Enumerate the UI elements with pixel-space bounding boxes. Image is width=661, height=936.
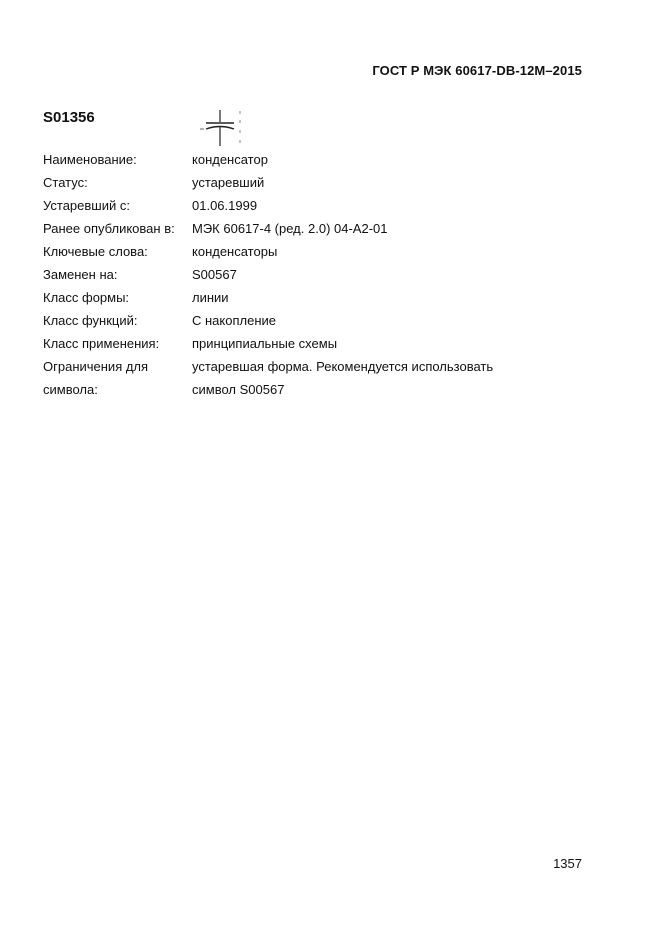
field-function-class (43, 309, 583, 332)
field-replaced-by (43, 263, 583, 286)
field-label: Класс применения: (43, 336, 160, 351)
field-value: символ S00567 (192, 382, 285, 397)
field-label: символа: (43, 382, 98, 397)
field-value: 01.06.1999 (192, 198, 258, 213)
field-restrictions-continued (43, 378, 583, 401)
field-application-class (43, 332, 583, 355)
field-label: Наименование: (43, 152, 137, 167)
field-restrictions (43, 355, 583, 378)
field-value: конденсаторы (192, 244, 278, 259)
field-label: Ключевые слова: (43, 244, 148, 259)
field-value: МЭК 60617-4 (ред. 2.0) 04-A2-01 (192, 221, 388, 236)
field-obsolete-since (43, 194, 583, 217)
field-previously-published (43, 217, 583, 240)
field-keywords (43, 240, 583, 263)
symbol-properties (43, 148, 583, 401)
field-label: Ограничения для (43, 359, 149, 374)
field-label: Ранее опубликован в: (43, 221, 175, 236)
page-number: 1357 (553, 856, 582, 871)
field-value: линии (192, 290, 229, 305)
field-value: S00567 (192, 267, 237, 282)
field-value: С накопление (192, 313, 276, 328)
symbol-code: S01356 (43, 109, 95, 126)
field-status (43, 171, 583, 194)
field-label: Класс функций: (43, 313, 138, 328)
field-value: устаревший (192, 175, 265, 190)
field-label: Устаревший с: (43, 198, 130, 213)
field-value: устаревшая форма. Рекомендуется использовать (192, 359, 494, 374)
field-label: Класс формы: (43, 290, 130, 305)
field-label: Заменен на: (43, 267, 118, 282)
standard-header: ГОСТ Р МЭК 60617-DB-12M–2015 (372, 63, 582, 78)
field-value: конденсатор (192, 152, 268, 167)
capacitor-symbol-icon (196, 108, 248, 150)
field-name (43, 148, 583, 171)
field-shape-class (43, 286, 583, 309)
field-value: принципиальные схемы (192, 336, 338, 351)
field-label: Статус: (43, 175, 88, 190)
